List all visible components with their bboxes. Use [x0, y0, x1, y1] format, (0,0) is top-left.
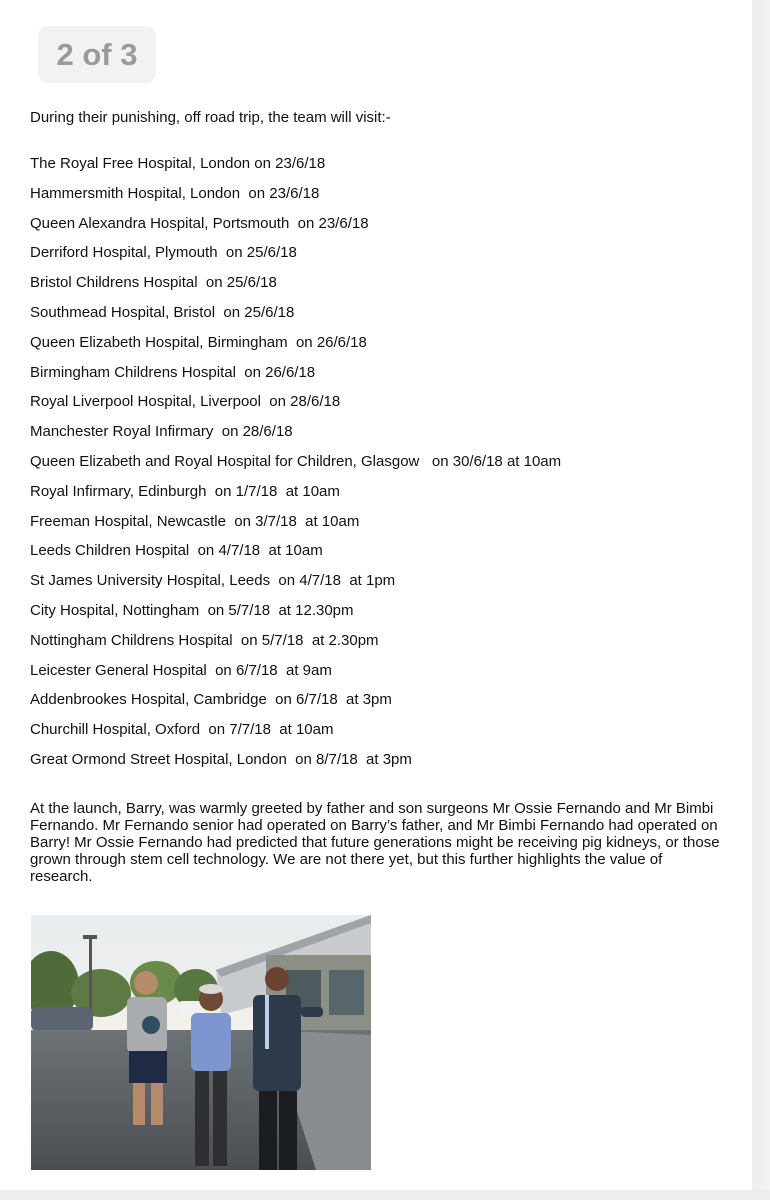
list-item: Freeman Hospital, Newcastle on 3/7/18 at 10am [30, 512, 360, 530]
list-item: Hammersmith Hospital, London on 23/6/18 [30, 184, 320, 202]
page-indicator: 2 of 3 [38, 26, 156, 83]
page-edge [752, 0, 770, 1200]
list-item: Birmingham Childrens Hospital on 26/6/18 [30, 363, 316, 381]
list-item: Queen Elizabeth and Royal Hospital for Children, Glasgow on 30/6/18 at 10am [30, 452, 562, 470]
list-item: Great Ormond Street Hospital, London on 8/7/18 at 3pm [30, 750, 412, 768]
list-item: St James University Hospital, Leeds on 4/7/18 at 1pm [30, 572, 396, 590]
list-item: Royal Liverpool Hospital, Liverpool on 28/6/18 [30, 393, 341, 411]
list-item: City Hospital, Nottingham on 5/7/18 at 12.30pm [30, 601, 354, 619]
launch-paragraph: At the launch, Barry, was warmly greeted by father and son surgeons Mr Ossie Fernando and Mr Bimbi Fernando. Mr Fernando senior had operated on Barry’s father, and Mr Bimbi Fernando had operated on Barry! Mr Ossie Fernando had predicted that future generations might be receiving pig kidneys, or those grown through stem cell technology. We are not there yet, but this further highlights the value of research. [30, 800, 720, 885]
list-item: Bristol Childrens Hospital on 25/6/18 [30, 274, 277, 292]
list-item: Manchester Royal Infirmary on 28/6/18 [30, 423, 293, 441]
list-item: Leicester General Hospital on 6/7/18 at 9am [30, 661, 332, 679]
intro-text: During their punishing, off road trip, the team will visit:- [30, 109, 391, 126]
visit-list [30, 155, 561, 781]
list-item: Derriford Hospital, Plymouth on 25/6/18 [30, 244, 297, 262]
list-item: Churchill Hospital, Oxford on 7/7/18 at 10am [30, 721, 334, 739]
page-bottom-edge [0, 1190, 770, 1200]
list-item: Queen Elizabeth Hospital, Birmingham on 26/6/18 [30, 333, 367, 351]
list-item: The Royal Free Hospital, London on 23/6/18 [30, 155, 326, 172]
list-item: Royal Infirmary, Edinburgh on 1/7/18 at 10am [30, 482, 340, 500]
list-item: Leeds Children Hospital on 4/7/18 at 10am [30, 542, 323, 560]
list-item: Southmead Hospital, Bristol on 25/6/18 [30, 303, 295, 321]
group-photo [31, 915, 371, 1170]
list-item: Addenbrookes Hospital, Cambridge on 6/7/18 at 3pm [30, 691, 392, 709]
list-item: Nottingham Childrens Hospital on 5/7/18 at 2.30pm [30, 631, 379, 649]
list-item: Queen Alexandra Hospital, Portsmouth on 23/6/18 [30, 214, 369, 232]
